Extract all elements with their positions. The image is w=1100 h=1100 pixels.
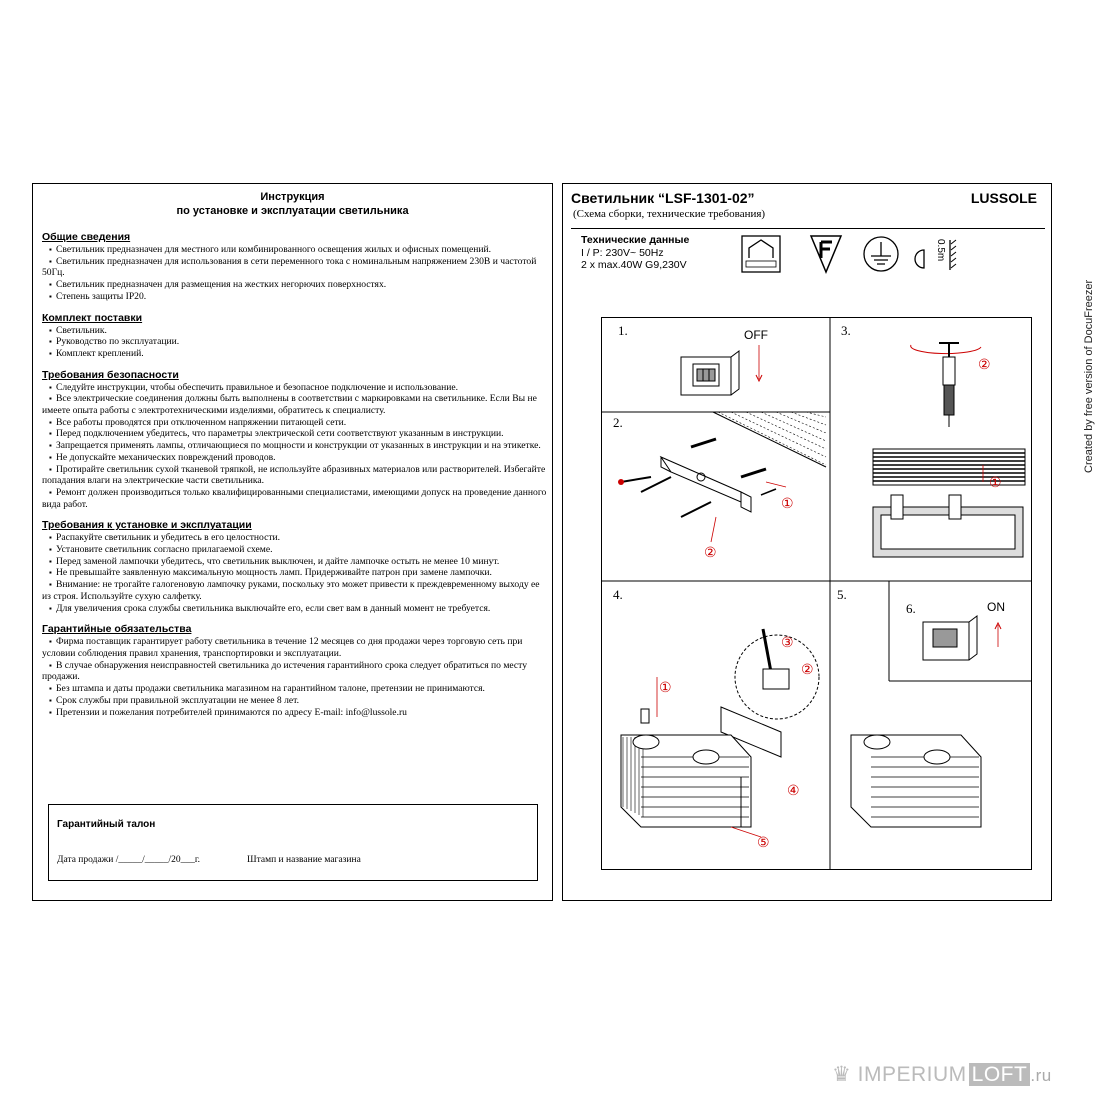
step-3-marker-2: ② [978, 356, 991, 372]
step-5-number: 5. [837, 587, 847, 602]
list-item: ▪ Перед подключением убедитесь, что параметры электрической сети соответствуют указанным в инструкции. [42, 428, 547, 440]
step-3-marker-1: ① [989, 474, 1002, 490]
list-item: ▪ Светильник. [42, 325, 547, 337]
list-item: ▪ Светильник предназначен для использования в сети переменного тока с номинальным напряжением 230В и частотой 50Гц. [42, 256, 547, 279]
indoor-use-icon [742, 236, 780, 272]
ground-icon [864, 237, 898, 271]
list-item: ▪ Следуйте инструкции, чтобы обеспечить правильное и безопасное подключение и использование. [42, 382, 547, 394]
list-item: ▪ Без штампа и даты продажи светильника магазином на гарантийном талоне, претензии не принимаются. [42, 683, 547, 695]
step-4-luminaire [621, 735, 751, 827]
list-item: ▪ Фирма поставщик гарантирует работу светильника в течение 12 месяцев со дня продажи через торговую сеть при условии соблюдения правил хранения, транспортировки и эксплуатации. [42, 636, 547, 659]
list-item: ▪ Претензии и пожелания потребителей принимаются по адресу E-mail: info@lussole.ru [42, 707, 547, 719]
list-item: ▪ Распакуйте светильник и убедитесь в его целостности. [42, 532, 547, 544]
sale-date-line: Дата продажи /_____/_____/20___г. [57, 855, 201, 865]
section-heading: Гарантийные обязательства [42, 623, 192, 636]
off-label: OFF [744, 328, 768, 342]
list-item: ▪ Все работы проводятся при отключенном напряжении питающей сети. [42, 417, 547, 429]
list-item: ▪ Установите светильник согласно прилагаемой схеме. [42, 544, 547, 556]
certification-icons [741, 234, 971, 276]
instruction-sections [33, 231, 552, 718]
section-heading: Требования к установке и эксплуатации [42, 519, 252, 532]
step-1-number: 1. [618, 323, 628, 338]
list-item: ▪ Внимание: не трогайте галогеновую лампочку руками, поскольку это может привести к преждевременному выходу ее из строя. Используйте сухую салфетку. [42, 579, 547, 602]
step-2-marker-1: ① [781, 495, 794, 511]
list-item: ▪ Для увеличения срока службы светильника выключайте его, если свет вам в данный момент не требуется. [42, 603, 547, 615]
distance-icon [915, 239, 956, 270]
step-3-number: 3. [841, 323, 851, 338]
step-4-marker-3: ③ [781, 634, 794, 650]
instruction-section [42, 623, 547, 718]
step-4-marker-1: ① [659, 679, 672, 695]
instruction-section [42, 312, 547, 360]
instruction-title: Инструкция по установке и эксплуатации светильника [176, 191, 409, 217]
list-item: ▪ Не допускайте механических повреждений проводов. [42, 452, 547, 464]
step-3-shade [873, 449, 1025, 485]
tech-heading: Технические данные [581, 234, 690, 246]
section-list [42, 325, 547, 360]
f-mark-icon [811, 236, 841, 272]
list-item: ▪ Светильник предназначен для размещения на жестких негорючих поверхностях. [42, 279, 547, 291]
section-list [42, 532, 547, 614]
assembly-diagram [601, 317, 1035, 873]
assembly-panel [562, 183, 1052, 901]
step-4-marker-2: ② [801, 661, 814, 677]
list-item: ▪ Степень защиты IP20. [42, 291, 547, 303]
watermark-crown-icon: ♛ [832, 1063, 852, 1086]
list-item: ▪ Руководство по эксплуатации. [42, 336, 547, 348]
list-item: ▪ Светильник предназначен для местного или комбинированного освещения жилых и офисных помещений. [42, 244, 547, 256]
step-4-marker-4: ④ [787, 782, 800, 798]
imperium-loft-watermark: ♛ IMPERIUM LOFT .ru [832, 1063, 1052, 1086]
instruction-section [42, 519, 547, 614]
step-4-number: 4. [613, 587, 623, 602]
step-2-marker-2: ② [704, 544, 717, 560]
list-item: ▪ Запрещается применять лампы, отличающиеся по мощности и конструкции от указанных в инструкции и на этикетке. [42, 440, 547, 452]
step-3-lamp-install [873, 343, 1025, 557]
step-1-switch-off [681, 328, 768, 395]
step-2-number: 2. [613, 415, 623, 430]
list-item: ▪ В случае обнаружения неисправностей светильника до истечения гарантийного срока следует обратиться по месту продажи. [42, 660, 547, 683]
list-item: ▪ Перед заменой лампочки убедитесь, что светильник выключен, и дайте лампочке остыть не менее 10 минут. [42, 556, 547, 568]
step-6-number: 6. [906, 601, 916, 616]
step-2-bracket-mounting [618, 412, 826, 560]
instruction-section [42, 231, 547, 303]
shop-stamp-label: Штамп и название магазина [247, 855, 361, 865]
instruction-panel [32, 183, 553, 901]
tech-data [581, 234, 689, 272]
step-5-assembled [851, 735, 981, 827]
section-list [42, 382, 547, 511]
list-item: ▪ Срок службы при правильной эксплуатации не менее 8 лет. [42, 695, 547, 707]
step-6-switch-on [923, 600, 1005, 660]
header-rule [571, 228, 1045, 229]
docufreezer-watermark: Created by free version of DocuFreezer [1083, 279, 1095, 473]
tech-power: 2 x max.40W G9,230V [581, 259, 687, 271]
product-title: Светильник “LSF-1301-02” [571, 190, 755, 206]
brand-name: LUSSOLE [970, 190, 1037, 206]
section-heading: Комплект поставки [42, 311, 143, 324]
section-heading: Требования безопасности [42, 368, 179, 381]
list-item: ▪ Не превышайте заявленную максимальную мощность ламп. Придерживайте патрон при замене лампочки. [42, 567, 547, 579]
section-list [42, 636, 547, 718]
step-3-base [873, 495, 1023, 557]
section-list [42, 244, 547, 303]
list-item: ▪ Ремонт должен производиться только квалифицированными специалистами, имеющими допуск на проведение данного вида работ. [42, 487, 547, 510]
step-4-wiring [621, 629, 819, 850]
assembly-subtitle: (Схема сборки, технические требования) [573, 208, 766, 220]
warranty-card [48, 804, 538, 881]
instruction-section [42, 369, 547, 511]
list-item: ▪ Комплект креплений. [42, 348, 547, 360]
step-4-marker-5: ⑤ [757, 834, 770, 850]
on-label: ON [987, 600, 1005, 614]
list-item: ▪ Все электрические соединения должны быть выполнены в соответствии с маркировками на светильнике. Если Вы не имеете опыта работы с электротехническими изделиями, обратитесь к специалисту. [42, 393, 547, 416]
warranty-card-title: Гарантийный талон [57, 819, 156, 830]
section-heading: Общие сведения [42, 231, 131, 243]
distance-label: 0.5m [935, 239, 946, 262]
list-item: ▪ Протирайте светильник сухой тканевой тряпкой, не используйте абразивных материалов или растворителей. Избегайте попадания влаги на электрические части светильника. [42, 464, 547, 487]
tech-voltage: I / P: 230V~ 50Hz [581, 246, 664, 259]
